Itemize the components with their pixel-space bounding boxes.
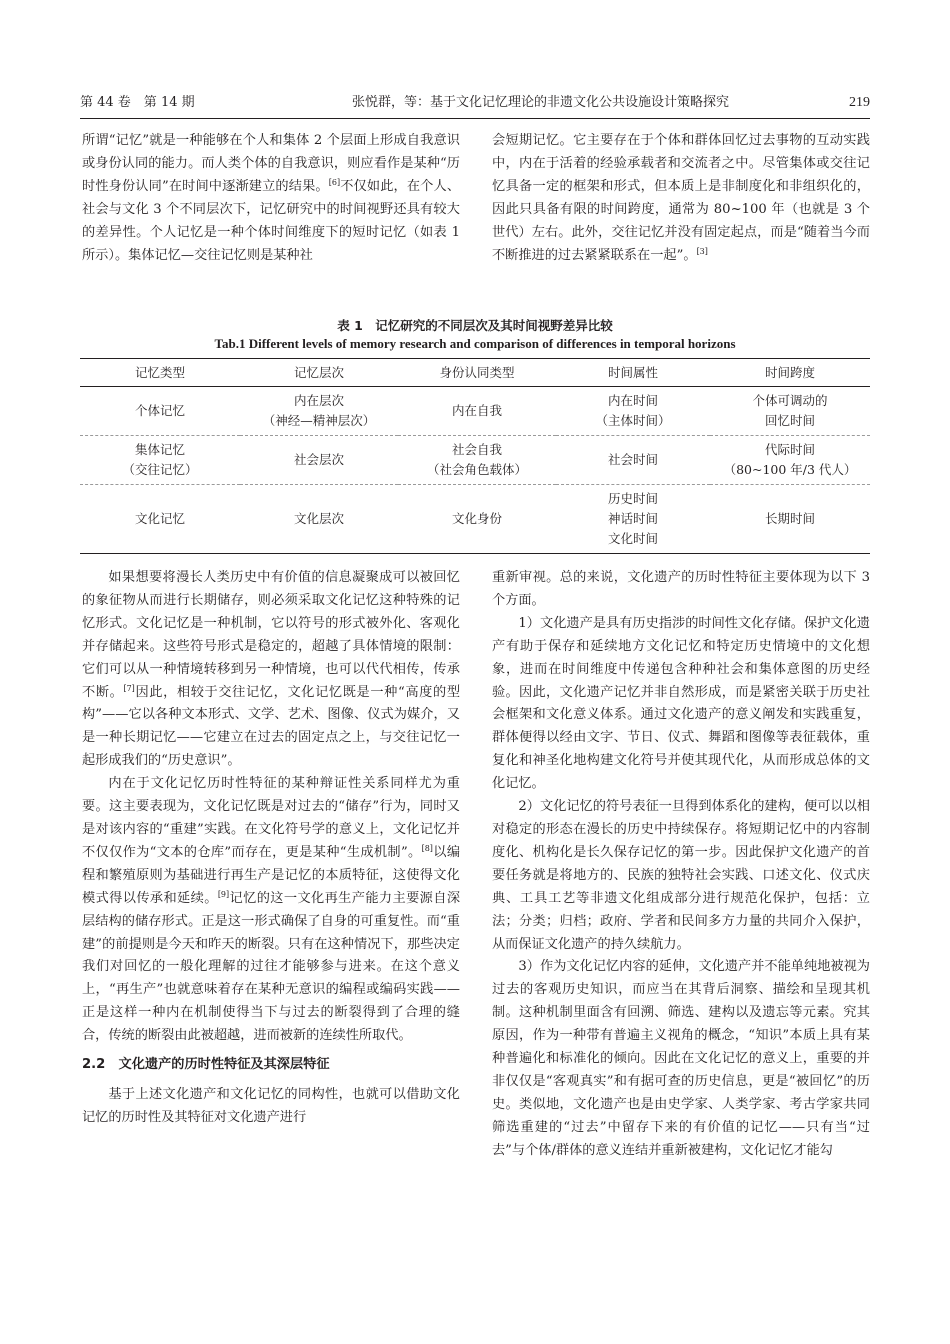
top-right-column: [492, 130, 870, 267]
top-left-column: [82, 130, 460, 267]
paragraph: 基于上述文化遗产和文化记忆的同构性，也就可以借助文化记忆的历时性及其特征对文化遗产进行: [82, 1087, 460, 1125]
table-cell: 文化层次: [240, 485, 398, 554]
paragraph: 会短期记忆。它主要存在于个体和群体回忆过去事物的互动实践中，内在于活着的经验承载者和交流者之中。尽管集体或交往记忆具备一定的框架和形式，但本质上是非制度化和非组织化的，因此只具备有限的时间跨度，通常为 80~100 年（也就是 3 个世代）左右。此外，交往记忆并没有固定起点，而是“随着当今而不断推进的过去紧紧联系在一起”。[3]: [492, 133, 870, 263]
paragraph: 内在于文化记忆历时性特征的某种辩证性关系同样尤为重要。这主要表现为，文化记忆既是对过去的“储存”行为，同时又是对该内容的“重建”实践。在文化符号学的意义上，文化记忆并不仅仅作为“文本的仓库”而存在，更是某种“生成机制”。[8]以编程和繁殖原则为基础进行再生产是记忆的本质特征，这使得文化模式得以传承和延续。[9]记忆的这一文化再生产能力主要源自深层结构的储存形式。正是这一形式确保了自身的可重复性。而“重建”的前提则是今天和昨天的断裂。只有在这种情况下，那些决定我们对回忆的一般化理解的过往才能够参与进来。在这个意义上，“再生产”也就意味着存在某种无意识的编程或编码实践——正是这样一种内在机制使得当下与过去的断裂得到了合理的缝合，传统的断裂由此被超越，进而被新的连续性所取代。: [82, 776, 461, 1044]
header-cell: 记忆类型: [80, 359, 240, 387]
running-header: [80, 93, 870, 113]
table-caption-en: Tab.1 Different levels of memory research and comparison of differences in temporal horizons: [214, 336, 736, 351]
table-cell: 社会自我 （社会角色载体）: [398, 436, 556, 485]
citation-ref[interactable]: [6]: [328, 177, 341, 187]
table-cell: 内在时间 （主体时间）: [556, 387, 710, 436]
section-heading: 2.2 文化遗产的历时性特征及其深层特征: [82, 1057, 330, 1073]
table-header-row: [80, 359, 870, 387]
table-cell: 文化身份: [398, 485, 556, 554]
table-cell: 长期时间: [710, 485, 870, 554]
paragraph: 所谓“记忆”就是一种能够在个人和集体 2 个层面上形成自我意识或身份认同的能力。而人类个体的自我意识，则应看作是某种“历时性身份认同”在时间中逐渐建立的结果。[6]不仅如此，在个人、社会与文化 3 个不同层次下，记忆研究中的时间视野还具有较大的差异性。个人记忆是一种个体时间维度下的短时记忆（如表 1 所示）。集体记忆—交往记忆则是某种社: [82, 133, 461, 263]
header-cell: 时间属性: [556, 359, 710, 387]
paragraph: 如果想要将漫长人类历史中有价值的信息凝聚成可以被回忆的象征物从而进行长期储存，则必须采取文化记忆这种特殊的记忆形式。文化记忆是一种机制，它以符号的形式被外化、客观化并存储起来。这些符号形式是稳定的，超越了具体情境的限制：它们可以从一种情境转移到另一种情境，也可以代代相传，传承不断。[7]因此，相较于交往记忆，文化记忆既是一种“高度的型构”——它以各种文本形式、文学、艺术、图像、仪式为媒介，又是一种长期记忆——它建立在过去的固定点之上，与交往记忆一起形成我们的“历史意识”。: [82, 570, 461, 769]
table-row: [80, 387, 870, 436]
paragraph: 1）文化遗产是具有历史指涉的时间性文化存储。保护文化遗产有助于保存和延续地方文化记忆和特定历史情境中的文化想象，进而在时间维度中传递包含种种社会和集体意图的历史经验。因此，文化遗产记忆并非自然形成，而是紧密关联于历史社会框架和文化意义体系。通过文化遗产的意义阐发和实践重复，群体便得以经由文字、节日、仪式、舞蹈和图像等表征载体，重复化和神圣化地构建文化符号并使其现代化，从而形成总体的文化记忆。: [492, 615, 870, 792]
citation-ref[interactable]: [7]: [123, 683, 135, 693]
table-cell: 历史时间 神话时间 文化时间: [556, 485, 710, 554]
paragraph: 2）文化记忆的符号表征一旦得到体系化的建构，便可以以相对稳定的形态在漫长的历史中持续保存。将短期记忆中的内容制度化、机构化是长久保存记忆的第一步。因此保护文化遗产的首要任务就是将地方的、民族的独特社会实践、口述文化、仪式庆典、工具工艺等非遗文化组成部分进行规范化保护，包括：立法；分类；归档；政府、学者和民间多方力量的共同介入保护，从而保证文化遗产的持久续航力。: [492, 799, 870, 952]
table-cell: 内在自我: [398, 387, 556, 436]
table-cell: 文化记忆: [80, 485, 240, 554]
header-cell: 身份认同类型: [398, 359, 556, 387]
table-cell: 代际时间 （80~100 年/3 代人）: [710, 436, 870, 485]
table-cell: 个体可调动的 回忆时间: [710, 387, 870, 436]
table-cell: 个体记忆: [80, 387, 240, 436]
paragraph: 重新审视。总的来说，文化遗产的历时性特征主要体现为以下 3 个方面。: [492, 570, 870, 608]
citation-ref[interactable]: [9]: [217, 889, 230, 899]
table-cell: 集体记忆 （交往记忆）: [80, 436, 240, 485]
table-row: [80, 436, 870, 485]
page-number: 219: [849, 95, 870, 110]
table-cell: 内在层次 （神经—精神层次）: [240, 387, 398, 436]
paragraph: 3）作为文化记忆内容的延伸，文化遗产并不能单纯地被视为过去的客观历史知识，而应当在其背后洞察、描绘和呈现其机制。这种机制里面含有回溯、筛选、建构以及遗忘等元素。究其原因，作为一种带有普遍主义视角的概念，“知识”本质上具有某种普遍化和标准化的倾向。因此在文化记忆的意义上，重要的并非仅仅是“客观真实”和有据可查的历史信息，更是“被回忆”的历史。类似地，文化遗产也是由史学家、人类学家、考古学家共同筛选重建的“过去”中留存下来的有价值的记忆——只有当“过去”与个体/群体的意义连结并重新被建构，文化记忆才能勾: [492, 959, 870, 1158]
citation-ref[interactable]: [3]: [696, 246, 708, 256]
table-cell: 社会层次: [240, 436, 398, 485]
memory-comparison-table: [80, 358, 870, 554]
header-cell: 记忆层次: [240, 359, 398, 387]
article-running-title: 张悦群，等：基于文化记忆理论的非遗文化公共设施设计策略探究: [352, 95, 730, 110]
journal-volume-issue: 第 44 卷 第 14 期: [80, 95, 195, 110]
citation-ref[interactable]: [8]: [421, 843, 433, 853]
table-row: [80, 485, 870, 554]
header-rule: [80, 118, 870, 119]
table-caption-zh: 表 1 记忆研究的不同层次及其时间视野差异比较: [337, 318, 613, 333]
bottom-left-column: [82, 567, 460, 1130]
header-cell: 时间跨度: [710, 359, 870, 387]
bottom-right-column: [492, 567, 870, 1163]
table-cell: 社会时间: [556, 436, 710, 485]
